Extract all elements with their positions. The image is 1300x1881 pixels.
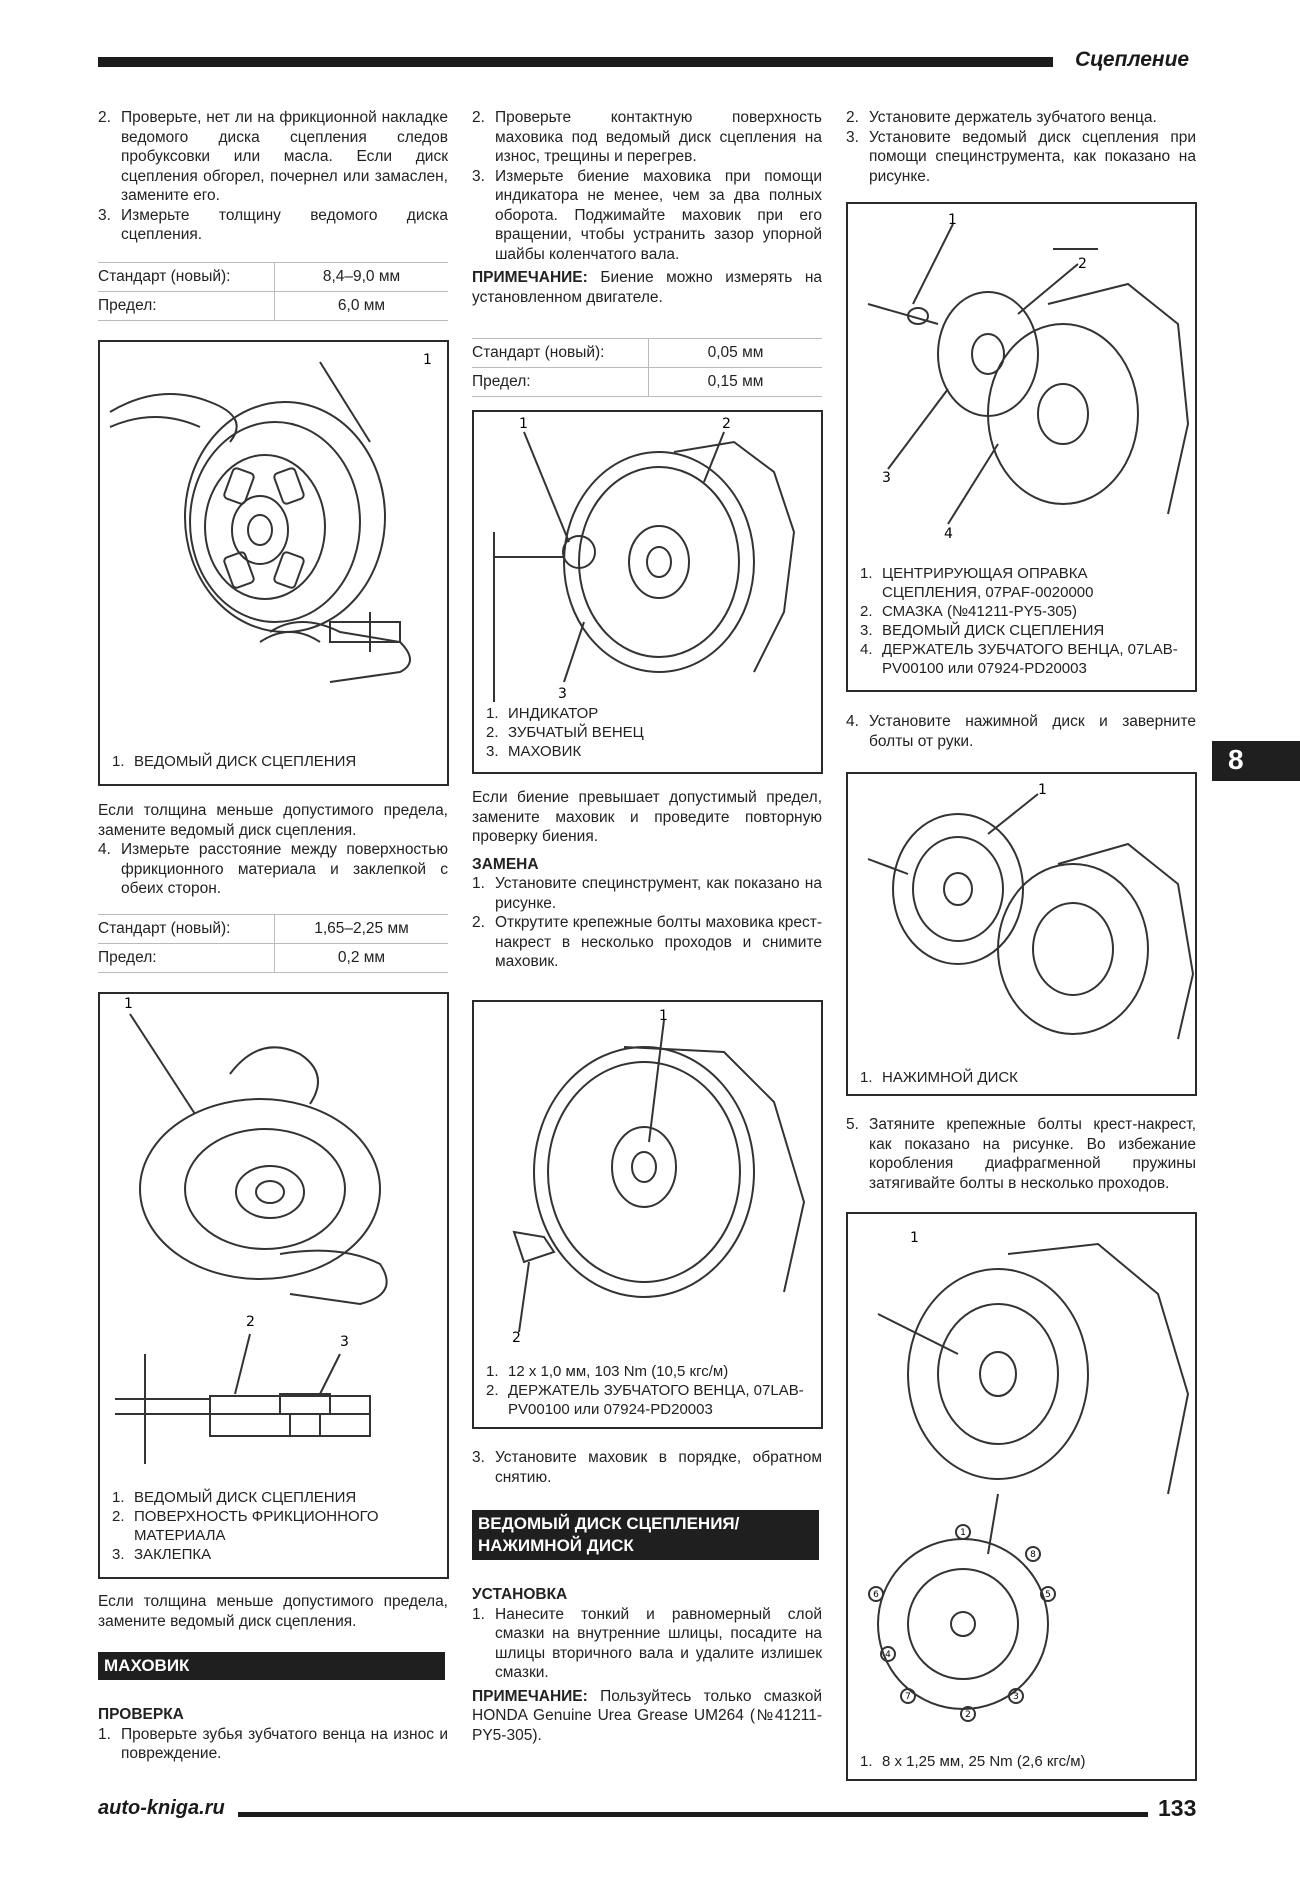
- figure-caption: 1. ВЕДОМЫЙ ДИСК СЦЕПЛЕНИЯ: [112, 753, 357, 770]
- list-item: 2. Открутите крепежные болты маховика крест-накрест в несколько проходов и снимите маховик.: [472, 914, 822, 970]
- table-row: Предел: 6,0 мм: [98, 292, 448, 321]
- spec-table-runout: [472, 338, 822, 397]
- callout-3: 3: [882, 470, 891, 486]
- callout-1: 1: [519, 416, 528, 432]
- paragraph: Если биение превышает допустимый предел, замените маховик и проведите повторную проверку биения.: [472, 789, 822, 845]
- col2-replace: [472, 788, 822, 972]
- spec-table-thickness: [98, 262, 448, 321]
- bolt-order-7: 7: [905, 1692, 911, 1702]
- top-rule: [98, 57, 1053, 67]
- col2-intro: [472, 108, 822, 307]
- table-row: Стандарт (новый): 1,65–2,25 мм: [98, 915, 448, 944]
- callout-3: 3: [340, 1334, 349, 1350]
- col1-intro: [98, 108, 448, 245]
- list-item: 1. Проверьте зубья зубчатого венца на износ и повреждение.: [98, 1725, 448, 1762]
- col3-step5: [846, 1115, 1196, 1193]
- bolt-order-4: 4: [885, 1650, 891, 1660]
- figure-rivet-depth: [98, 992, 449, 1579]
- figure-clutch-disc-inspection: [98, 340, 449, 786]
- subheader-replace: ЗАМЕНА: [472, 855, 539, 873]
- figure-caption: 1. ИНДИКАТОР 2. ЗУБЧАТЫЙ ВЕНЕЦ 3. МАХОВИК: [486, 705, 644, 760]
- bolt-order-8: 8: [1030, 1550, 1036, 1560]
- bolt-order-3: 3: [1013, 1692, 1019, 1702]
- callout-3: 3: [558, 686, 567, 702]
- callout-1: 1: [659, 1008, 668, 1024]
- bolt-order-5: 5: [1045, 1590, 1051, 1600]
- page-number: 133: [1158, 1795, 1197, 1821]
- section-header-flywheel: МАХОВИК: [98, 1652, 445, 1680]
- paragraph: Если толщина меньше допустимого предела, замените ведомый диск сцепления.: [98, 802, 448, 839]
- figure-flywheel-removal: [472, 1000, 823, 1429]
- rivet-depth-illustration: [100, 994, 447, 1484]
- col1-after-fig2: [98, 1592, 448, 1631]
- disc-installation-illustration: [848, 204, 1195, 554]
- callout-1: 1: [124, 996, 133, 1012]
- list-item: 3. Установите маховик в порядке, обратном снятию.: [472, 1449, 822, 1486]
- bottom-rule: [238, 1812, 1148, 1817]
- figure-runout-check: [472, 410, 823, 774]
- table-row: Предел: 0,2 мм: [98, 944, 448, 973]
- bolt-order-1: 1: [960, 1528, 966, 1538]
- section-title: Сцепление: [1075, 48, 1190, 71]
- callout-1: 1: [423, 352, 432, 368]
- col1-after-fig1: [98, 801, 448, 899]
- pressure-plate-illustration: [848, 774, 1195, 1044]
- flywheel-removal-illustration: [474, 1002, 821, 1342]
- site-link[interactable]: auto-kniga.ru: [98, 1797, 225, 1819]
- figure-caption: 1. НАЖИМНОЙ ДИСК: [860, 1069, 1018, 1086]
- figure-disc-installation: [846, 202, 1197, 692]
- list-item: 3. Установите ведомый диск сцепления при помощи специнструмента, как показано на рисунке.: [846, 128, 1196, 185]
- callout-1: 1: [1038, 782, 1047, 798]
- note: ПРИМЕЧАНИЕ: Биение можно измерять на установленном двигателе.: [472, 269, 822, 306]
- callout-1: 1: [910, 1230, 919, 1246]
- list-item: 5. Затяните крепежные болты крест-накрест, как показано на рисунке. Во избежание коробления диафрагменной пружины затягивайте болты в несколько проходов.: [846, 1116, 1196, 1192]
- list-item: 3. Измерьте толщину ведомого диска сцепления.: [98, 206, 448, 243]
- section-header-disc: ВЕДОМЫЙ ДИСК СЦЕПЛЕНИЯ/ НАЖИМНОЙ ДИСК: [472, 1510, 819, 1560]
- list-item: 1. Установите специнструмент, как показано на рисунке.: [472, 875, 822, 912]
- bolt-order-6: 6: [873, 1590, 879, 1600]
- table-row: Стандарт (новый): 0,05 мм: [472, 339, 822, 368]
- list-item: 2. Установите держатель зубчатого венца.: [846, 109, 1157, 126]
- callout-1: 1: [948, 212, 957, 228]
- callout-2: 2: [1078, 256, 1087, 272]
- list-item: 4. Измерьте расстояние между поверхностью фрикционного материала и заклепкой с обеих сторон.: [98, 841, 448, 897]
- list-item: 2. Проверьте контактную поверхность маховика под ведомый диск сцепления на износ, трещины и перегрев.: [472, 109, 822, 165]
- paragraph: Если толщина меньше допустимого предела, замените ведомый диск сцепления.: [98, 1593, 448, 1630]
- callout-4: 4: [944, 526, 953, 542]
- subheader-check: ПРОВЕРКА: [98, 1706, 184, 1723]
- table-row: Стандарт (новый): 8,4–9,0 мм: [98, 263, 448, 292]
- col2-install-flywheel: [472, 1448, 822, 1487]
- col3-intro: [846, 108, 1196, 186]
- col2-installation: [472, 1585, 822, 1745]
- chapter-tab: [1212, 741, 1300, 781]
- subheader-install: УСТАНОВКА: [472, 1586, 568, 1603]
- figure-caption: 1. ЦЕНТРИРУЮЩАЯ ОПРАВКА СЦЕПЛЕНИЯ, 07PAF-0020000 2. СМАЗКА (№41211-PY5-305) 3. ВЕДОМЫЙ ДИСК СЦЕПЛЕНИЯ 4. ДЕРЖАТЕЛЬ ЗУБЧАТОГО ВЕНЦА, 07LAB-PV00100 или 07924-PD20003: [860, 565, 1178, 677]
- col3-step4: [846, 712, 1196, 751]
- list-item: 1. Нанесите тонкий и равномерный слой смазки на внутренние шлицы, посадите на шлицы вторичного вала и удалите излишек смазки.: [472, 1605, 822, 1681]
- spec-table-rivet: [98, 914, 448, 973]
- figure-pressure-plate: [846, 772, 1197, 1096]
- callout-2: 2: [722, 416, 731, 432]
- figure-caption: 1. ВЕДОМЫЙ ДИСК СЦЕПЛЕНИЯ 2. ПОВЕРХНОСТЬ ФРИКЦИОННОГО МАТЕРИАЛА 3. ЗАКЛЕПКА: [112, 1489, 379, 1563]
- figure-caption: 1. 8 x 1,25 мм, 25 Nm (2,6 кгс/м): [860, 1753, 1086, 1770]
- clutch-disc-illustration: [100, 342, 447, 742]
- bolt-order-2: 2: [965, 1710, 971, 1720]
- figure-bolt-tightening: [846, 1212, 1197, 1781]
- col1-check: [98, 1705, 448, 1764]
- list-item: 2. Проверьте, нет ли на фрикционной накладке ведомого диска сцепления следов пробуксовки или масла. Если диск сцепления обгорел, почернел или замаслен, замените его.: [98, 109, 448, 204]
- table-row: Предел: 0,15 мм: [472, 368, 822, 397]
- figure-caption: 1. 12 x 1,0 мм, 103 Nm (10,5 кгс/м) 2. ДЕРЖАТЕЛЬ ЗУБЧАТОГО ВЕНЦА, 07LAB-PV00100 или 07924-PD20003: [486, 1363, 804, 1418]
- flywheel-indicator-illustration: [474, 412, 821, 702]
- bolt-tightening-illustration: [848, 1214, 1195, 1734]
- note: ПРИМЕЧАНИЕ: Пользуйтесь только смазкой HONDA Genuine Urea Grease UM264 (№41211-PY5-305).: [472, 1687, 822, 1744]
- callout-2: 2: [246, 1314, 255, 1330]
- callout-2: 2: [512, 1330, 521, 1342]
- chapter-number: 8: [1228, 744, 1244, 775]
- list-item: 4. Установите нажимной диск и заверните болты от руки.: [846, 713, 1196, 750]
- list-item: 3. Измерьте биение маховика при помощи индикатора не менее, чем за два полных оборота. Поджимайте маховик при его вращении, чтобы устранить зазор упорной шайбы коленчатого вала.: [472, 167, 822, 263]
